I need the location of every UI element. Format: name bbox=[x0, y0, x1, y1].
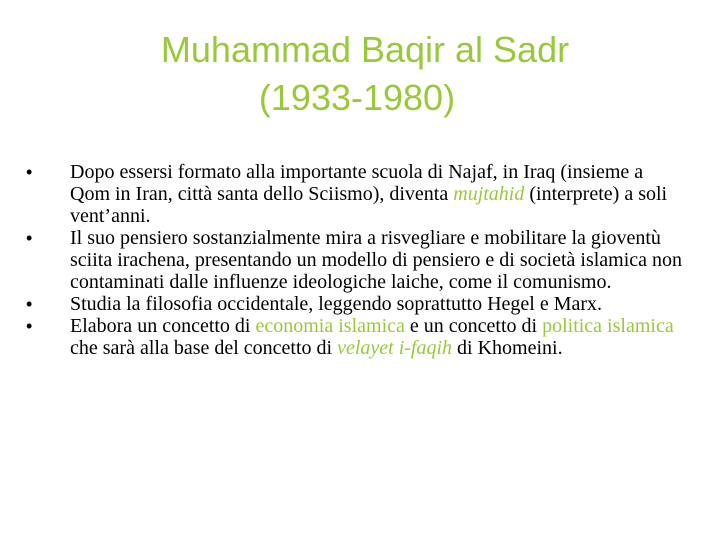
bullet-icon: • bbox=[26, 294, 33, 314]
bullet-icon: • bbox=[26, 162, 33, 182]
list-item bbox=[26, 315, 686, 359]
slide-subtitle-dates: (1933-1980) bbox=[258, 77, 456, 118]
bullet-text: Dopo essersi formato alla importante scuola di Najaf, in Iraq (insieme a Qom in Iran, città santa dello Sciismo), diventa bbox=[70, 161, 644, 205]
term-mujtahid: mujtahid bbox=[453, 183, 525, 205]
bullet-icon: • bbox=[26, 228, 33, 248]
bullet-text: Elabora un concetto di bbox=[70, 315, 256, 337]
term-economia-islamica: economia islamica bbox=[255, 315, 405, 337]
slide-title: Muhammad Baqir al Sadr bbox=[160, 29, 570, 70]
bullet-list bbox=[26, 161, 686, 359]
bullet-text: (interprete) a soli vent’anni. bbox=[70, 183, 668, 227]
term-politica-islamica: politica islamica bbox=[542, 315, 674, 337]
bullet-icon: • bbox=[26, 316, 33, 336]
bullet-text: Studia la filosofia occidentale, leggendo soprattutto Hegel e Marx. bbox=[70, 293, 603, 315]
bullet-text: Il suo pensiero sostanzialmente mira a risvegliare e mobilitare la gioventù sciita irachena, presentando un modello di pensiero e di società islamica non contaminati dalle influenze ideologiche laiche, come il comunismo. bbox=[70, 227, 683, 293]
list-item bbox=[26, 293, 686, 315]
bullet-text: e un concetto di bbox=[404, 315, 543, 337]
bullet-text: di Khomeini. bbox=[452, 337, 563, 359]
list-item bbox=[26, 161, 686, 227]
term-velayet-i-faqih: velayet i-faqih bbox=[337, 337, 453, 359]
bullet-text: che sarà alla base del concetto di bbox=[70, 337, 338, 359]
list-item bbox=[26, 227, 686, 293]
